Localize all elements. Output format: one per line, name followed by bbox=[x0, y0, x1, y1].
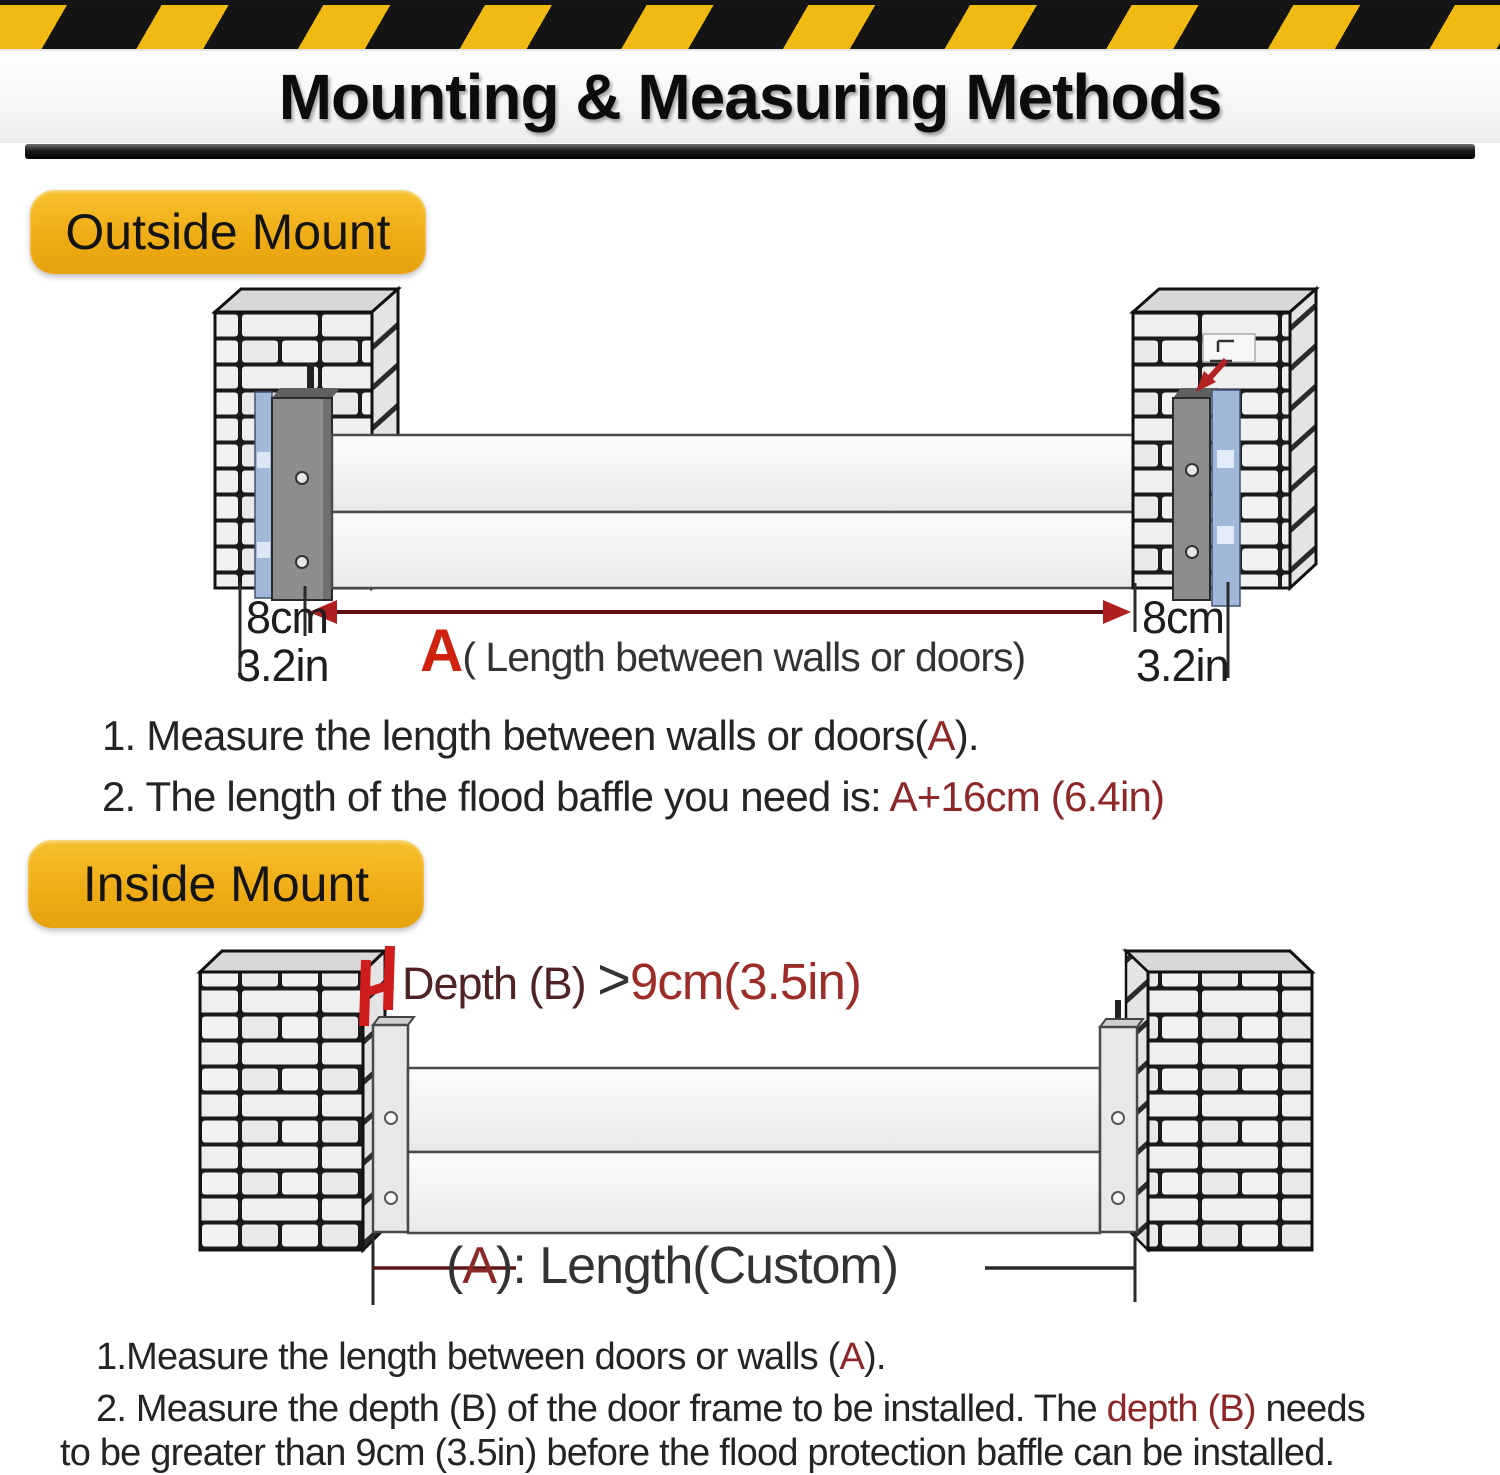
length-custom-label: (A): Length(Custom) bbox=[446, 1237, 899, 1295]
dim-right-cm: 8cm bbox=[1142, 592, 1225, 643]
length-a-label bbox=[420, 616, 1025, 685]
inside-mount-badge: Inside Mount bbox=[28, 840, 424, 928]
inside-step-2-continued: to be greater than 9cm (3.5in) before the flood protection baffle can be installed. bbox=[60, 1432, 1335, 1474]
flood-baffle-panels bbox=[332, 435, 1172, 588]
dim-left-inch: 3.2in bbox=[236, 640, 329, 691]
right-brick-pillar-2 bbox=[1126, 951, 1312, 1250]
length-a-text: ( Length between walls or doors) bbox=[462, 634, 1026, 680]
depth-b-value: 9cm(3.5in) bbox=[629, 953, 861, 1010]
flood-baffle-panels-2 bbox=[408, 1068, 1100, 1233]
left-mounting-bracket bbox=[255, 363, 340, 600]
outside-mount-steps bbox=[102, 712, 1164, 821]
inside-step-2: 2. Measure the depth (B) of the door frame to be installed. The depth (B) needs bbox=[96, 1388, 1365, 1430]
inside-step-1: 1.Measure the length between doors or walls (A). bbox=[96, 1336, 886, 1378]
page-title: Mounting & Measuring Methods bbox=[278, 61, 1222, 133]
length-a-letter: A bbox=[420, 617, 463, 684]
length-a-letter-2: A bbox=[462, 1237, 497, 1295]
outside-step-2: 2. The length of the flood baffle you need is: A+16cm (6.4in) bbox=[102, 773, 1165, 820]
right-mounting-bracket bbox=[1173, 388, 1240, 606]
dim-right-inch: 3.2in bbox=[1136, 640, 1229, 691]
outside-step-1: 1. Measure the length between walls or doors(A). bbox=[102, 712, 979, 759]
dim-left-cm: 8cm bbox=[246, 592, 329, 643]
outside-mount-badge: Outside Mount bbox=[30, 190, 426, 274]
greater-than-sign: > bbox=[597, 947, 630, 1012]
depth-b-label bbox=[402, 946, 861, 1013]
right-channel-bracket bbox=[1100, 1000, 1143, 1232]
left-brick-pillar-2 bbox=[200, 951, 385, 1250]
depth-b-text: Depth (B) bbox=[402, 958, 598, 1009]
